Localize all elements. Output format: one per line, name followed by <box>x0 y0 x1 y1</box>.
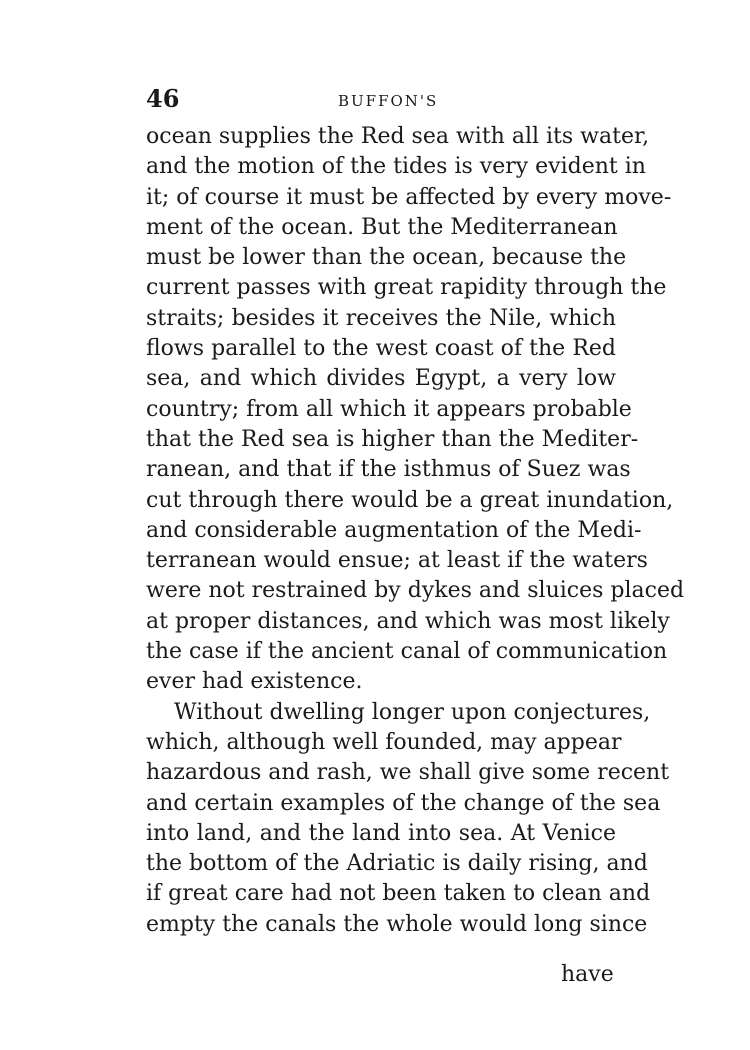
text-line: that the Red sea is higher than the Mediter- <box>146 426 639 452</box>
text-line: straits; besides it receives the Nile, which <box>146 305 616 331</box>
text-line: flows parallel to the west coast of the Red <box>146 336 616 362</box>
text-line: the case if the ancient canal of communication <box>146 639 668 665</box>
text-line: and considerable augmentation of the Medi- <box>146 517 642 543</box>
running-head: BUFFON'S <box>338 92 439 110</box>
text-line: it; of course it must be affected by every move- <box>146 184 672 210</box>
text-line: ocean supplies the Red sea with all its water, <box>146 124 650 149</box>
text-line: country; from all which it appears probable <box>146 396 632 422</box>
text-line: ranean, and that if the isthmus of Suez was <box>146 457 631 483</box>
text-line: and the motion of the tides is very evident in <box>146 154 646 180</box>
text-line: hazardous and rash, we shall give some recent <box>146 760 670 786</box>
page-number: 46 <box>146 84 180 113</box>
text-line: sea, and which divides Egypt, a very low <box>146 366 616 392</box>
text-line: which, although well founded, may appear <box>146 729 622 755</box>
body-text <box>146 122 685 940</box>
text-line: into land, and the land into sea. At Venice <box>146 820 616 846</box>
text-line: and certain examples of the change of the sea <box>146 790 661 816</box>
text-line: Without dwelling longer upon conjectures, <box>174 699 651 725</box>
text-line: ever had existence. <box>146 669 363 695</box>
catchword: have <box>561 962 614 987</box>
text-line: the bottom of the Adriatic is daily rising, and <box>146 851 648 877</box>
text-line: if great care had not been taken to clean and <box>146 881 651 907</box>
text-line: were not restrained by dykes and sluices placed <box>146 578 685 604</box>
text-line: empty the canals the whole would long since <box>146 911 648 937</box>
text-line: at proper distances, and which was most likely <box>146 608 670 634</box>
text-line: terranean would ensue; at least if the waters <box>146 548 648 574</box>
text-line: must be lower than the ocean, because the <box>146 245 627 271</box>
text-line: ment of the ocean. But the Mediterranean <box>146 214 618 240</box>
text-line: current passes with great rapidity through the <box>146 275 667 301</box>
page-header <box>146 84 616 118</box>
text-line: cut through there would be a great inundation, <box>146 487 674 513</box>
